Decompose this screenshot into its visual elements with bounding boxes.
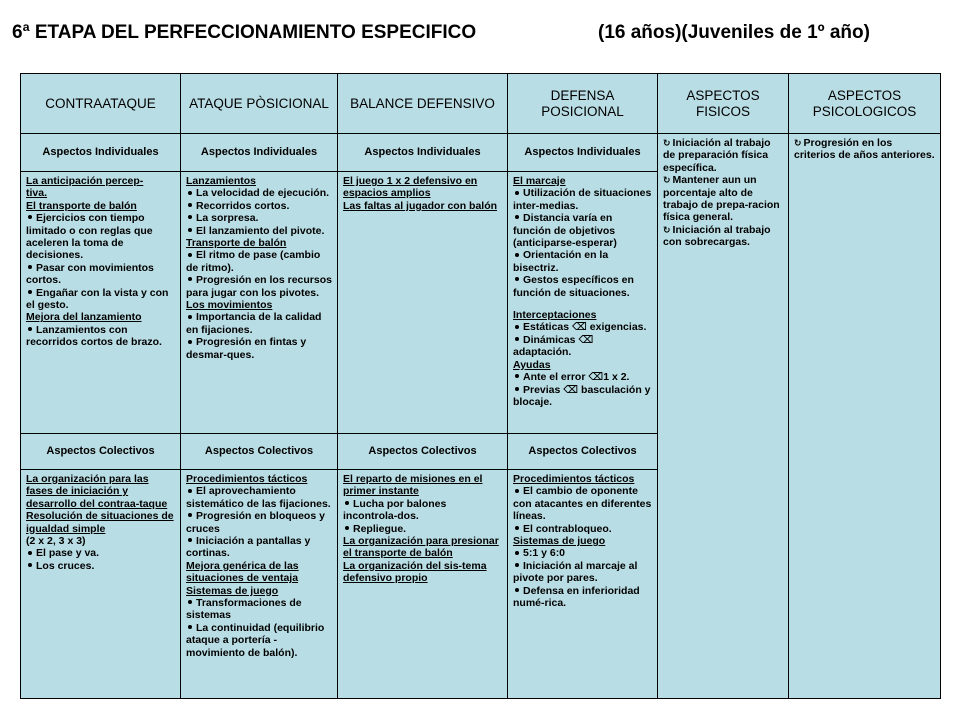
section-label: Sistemas de juego — [186, 584, 279, 597]
bullet-dot-icon — [188, 340, 192, 344]
bullet-dot-icon — [28, 551, 32, 555]
bullet-item: Lanzamientos con recorridos cortos de brazo. — [26, 323, 162, 349]
section-label: Sistemas de juego — [513, 535, 606, 548]
text-line: (2 x 2, 3 x 3) — [26, 535, 86, 548]
bullet-item: Defensa en inferioridad numé-rica. — [513, 584, 640, 610]
bullet-item: Importancia de la calidad en fijaciones. — [186, 311, 322, 336]
bullet-dot-icon — [188, 203, 192, 207]
bullet-item: La sorpresa. — [186, 212, 332, 224]
section-label: Transporte de balón — [186, 237, 287, 250]
arrow-item: ↻ Iniciación al trabajo con sobrecargas. — [663, 223, 771, 249]
curved-arrow-icon: ↻ — [663, 138, 671, 148]
title-main: 6ª ETAPA DEL PERFECCIONAMIENTO ESPECIFICO — [12, 22, 477, 43]
cell-colectivo-ataque — [181, 470, 338, 699]
bullet-dot-icon — [515, 325, 519, 329]
section-label: El transporte de balón — [26, 199, 137, 212]
bullet-item: Dinámicas ⌫ adaptación. — [513, 333, 594, 359]
bullet-dot-icon — [515, 588, 519, 592]
bullet-dot-icon — [515, 277, 519, 281]
sub-individual-2: Aspectos Individuales — [181, 134, 338, 172]
bullet-dot-icon — [515, 526, 519, 530]
bullet-dot-icon — [515, 337, 519, 341]
section-label: La organización para presionar el transporte de balón — [343, 535, 499, 560]
header-defensa-posicional: DEFENSA POSICIONAL — [508, 74, 658, 134]
cell-individual-balance — [338, 172, 508, 434]
bullet-dot-icon — [515, 374, 519, 378]
bullet-dot-icon — [188, 215, 192, 219]
section-label: tiva. — [26, 187, 48, 200]
sub-individual-4: Aspectos Individuales — [508, 134, 658, 172]
bullet-dot-icon — [188, 191, 192, 195]
cell-colectivo-balance — [338, 470, 508, 699]
header-aspectos-psicologicos: ASPECTOS PSICOLOGICOS — [789, 74, 941, 134]
section-label: Mejora del lanzamiento — [26, 311, 142, 324]
bullet-item: La continuidad (equilibrio ataque a portería - movimiento de balón). — [186, 621, 325, 659]
bullet-dot-icon — [188, 513, 192, 517]
bullet-item: Utilización de situaciones inter-medias. — [513, 187, 652, 212]
sub-individual-1: Aspectos Individuales — [21, 134, 181, 172]
section-label: Lanzamientos — [186, 175, 257, 187]
header-aspectos-fisicos: ASPECTOS FISICOS — [658, 74, 789, 134]
spacer — [513, 299, 652, 309]
bullet-dot-icon — [28, 290, 32, 294]
bullet-dot-icon — [188, 625, 192, 629]
sub-colectivo-2: Aspectos Colectivos — [181, 434, 338, 470]
section-label: Interceptaciones — [513, 309, 597, 322]
bullet-item: Iniciación al marcaje al pivote por pares. — [513, 559, 638, 585]
section-label: Las faltas al jugador con balón — [343, 199, 498, 212]
bullet-item: Previas ⌫ basculación y blocaje. — [513, 383, 651, 408]
cell-colectivo-contraataque — [21, 470, 181, 699]
title-age: (16 años)(Juveniles de 1º año) — [598, 22, 870, 43]
bullet-item: Los cruces. — [26, 560, 175, 572]
bullet-item: Ante el error ⌫1 x 2. — [513, 371, 652, 383]
bullet-item: Gestos específicos en función de situaciones. — [513, 274, 634, 299]
cell-individual-ataque — [181, 172, 338, 434]
section-label: El marcaje — [513, 175, 566, 187]
bullet-dot-icon — [515, 191, 519, 195]
section-label: Resolución de situaciones de igualdad simple — [26, 510, 174, 535]
bullet-dot-icon — [515, 215, 519, 219]
section-label: La anticipación percep- — [26, 175, 144, 187]
bullet-item: Repliegue. — [343, 523, 502, 535]
arrow-item: ↻ Mantener aun un porcentaje alto de trabajo de prepa-racion física general. — [663, 174, 780, 224]
bullet-dot-icon — [188, 277, 192, 281]
cell-psicologicos — [789, 134, 941, 699]
content-table — [20, 73, 941, 699]
bullet-dot-icon — [515, 489, 519, 493]
bullet-dot-icon — [28, 265, 32, 269]
curved-arrow-icon: ↻ — [794, 138, 802, 148]
section-label: Procedimientos tácticos — [186, 473, 308, 485]
bullet-item: Transformaciones de sistemas — [186, 597, 302, 622]
bullet-dot-icon — [188, 315, 192, 319]
bullet-dot-icon — [188, 489, 192, 493]
bullet-dot-icon — [188, 228, 192, 232]
bullet-item: El contrabloqueo. — [513, 523, 652, 535]
bullet-dot-icon — [28, 215, 32, 219]
curved-arrow-icon: ↻ — [663, 224, 671, 235]
sub-colectivo-1: Aspectos Colectivos — [21, 434, 181, 470]
cell-fisicos — [658, 134, 789, 699]
bullet-dot-icon — [28, 563, 32, 567]
bullet-item: El lanzamiento del pivote. — [186, 225, 332, 237]
bullet-item: Engañar con la vista y con el gesto. — [26, 286, 169, 312]
section-label: La organización para las fases de iniciación y desarrollo del contraa-taque — [26, 473, 168, 510]
cell-individual-contraataque — [21, 172, 181, 434]
section-label: Ayudas — [513, 358, 551, 371]
bullet-item: Recorridos cortos. — [186, 200, 332, 212]
header-ataque-posicional: ATAQUE PÒSICIONAL — [181, 74, 338, 134]
header-balance-defensivo: BALANCE DEFENSIVO — [338, 74, 508, 134]
arrow-item: ↻ Progresión en los criterios de años anteriores. — [794, 137, 935, 162]
bullet-item: El ritmo de pase (cambio de ritmo). — [186, 249, 321, 274]
bullet-item: Pasar con movimientos cortos. — [26, 261, 154, 287]
curved-arrow-icon: ↻ — [663, 175, 671, 186]
bullet-item: Progresión en bloqueos y cruces — [186, 510, 325, 535]
bullet-item: Progresión en los recursos para jugar con los pivotes. — [186, 274, 332, 299]
bullet-item: El pase y va. — [26, 547, 175, 559]
cell-individual-defensa — [508, 172, 658, 434]
arrow-item: ↻ Iniciación al trabajo de preparación física específica. — [663, 137, 771, 174]
bullet-dot-icon — [188, 600, 192, 604]
section-label: Procedimientos tácticos — [513, 473, 635, 485]
bullet-item: Iniciación a pantallas y cortinas. — [186, 535, 311, 560]
bullet-dot-icon — [515, 563, 519, 567]
bullet-item: Estáticas ⌫ exigencias. — [513, 321, 652, 333]
bullet-item: El cambio de oponente con atacantes en diferentes líneas. — [513, 485, 652, 523]
section-label: Los movimientos — [186, 299, 273, 312]
bullet-item: Lucha por balones incontrola-dos. — [343, 497, 447, 523]
bullet-dot-icon — [515, 551, 519, 555]
bullet-item: La velocidad de ejecución. — [186, 187, 332, 199]
section-label: Mejora genérica de las situaciones de ventaja — [186, 559, 299, 585]
bullet-item: Distancia varía en función de objetivos (anticiparse-esperar) — [513, 212, 617, 250]
section-label: El juego 1 x 2 defensivo en espacios amplios — [343, 175, 478, 200]
sub-individual-3: Aspectos Individuales — [338, 134, 508, 172]
bullet-dot-icon — [28, 327, 32, 331]
page-title — [12, 22, 948, 48]
bullet-item: Ejercicios con tiempo limitado o con reglas que aceleren la toma de decisiones. — [26, 212, 153, 262]
bullet-item: Orientación en la bisectriz. — [513, 249, 609, 274]
sub-colectivo-3: Aspectos Colectivos — [338, 434, 508, 470]
bullet-dot-icon — [188, 538, 192, 542]
bullet-item: El aprovechamiento sistemático de las fijaciones. — [186, 485, 331, 510]
bullet-item: 5:1 y 6:0 — [513, 547, 652, 559]
bullet-dot-icon — [345, 501, 349, 505]
section-label: La organización del sis-tema defensivo propio — [343, 559, 487, 585]
bullet-dot-icon — [188, 253, 192, 257]
bullet-dot-icon — [515, 253, 519, 257]
header-contraataque: CONTRAATAQUE — [21, 74, 181, 134]
section-label: El reparto de misiones en el primer instante — [343, 473, 483, 498]
sub-colectivo-4: Aspectos Colectivos — [508, 434, 658, 470]
cell-colectivo-defensa — [508, 470, 658, 699]
bullet-dot-icon — [345, 526, 349, 530]
bullet-dot-icon — [515, 387, 519, 391]
bullet-item: Progresión en fintas y desmar-ques. — [186, 336, 307, 361]
